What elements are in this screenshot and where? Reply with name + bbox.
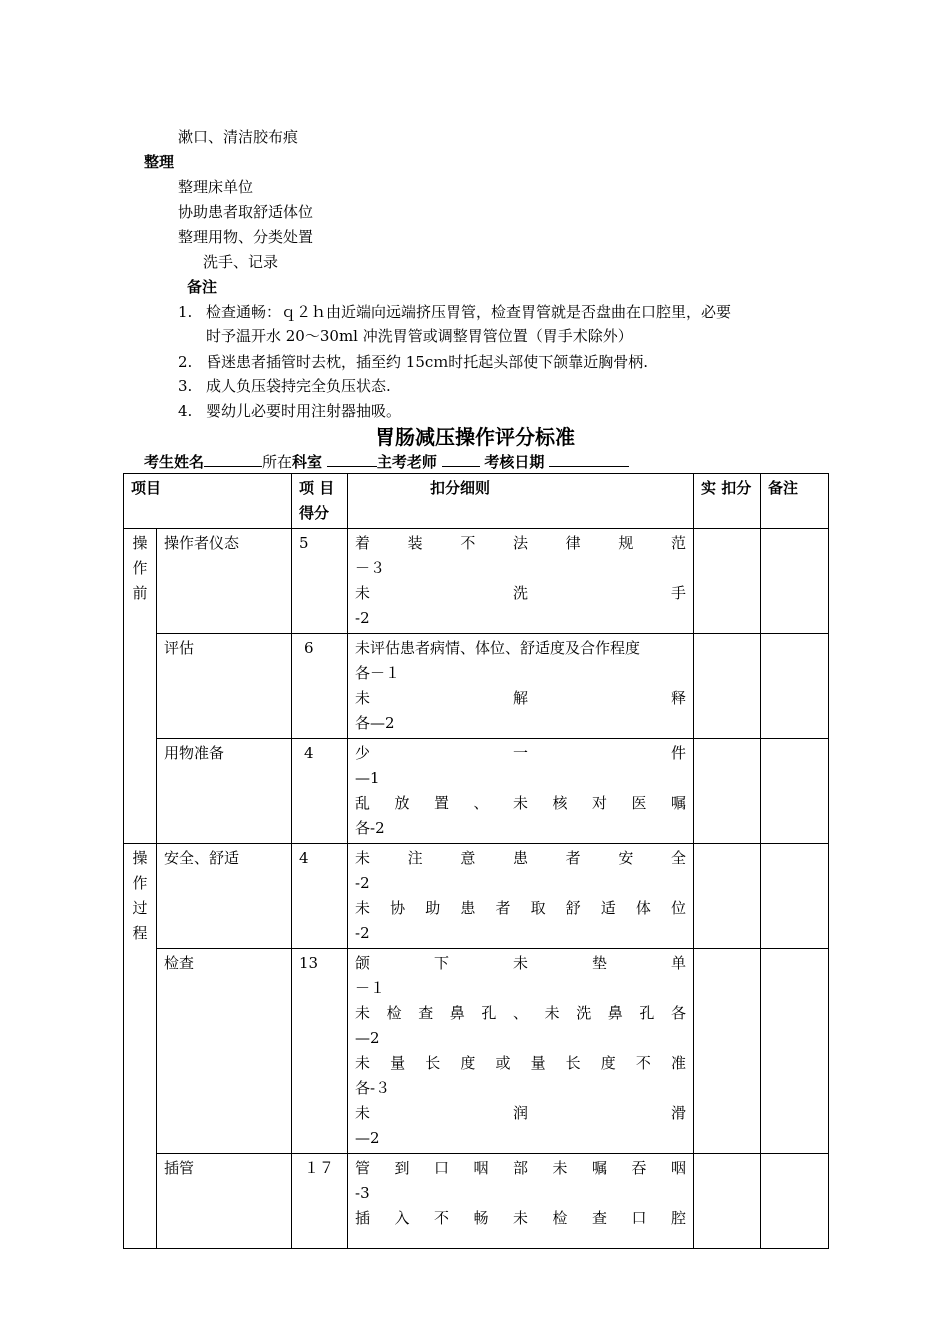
header-detail: 扣分细则	[348, 474, 694, 529]
remark-cell[interactable]	[761, 634, 829, 739]
note-text: 昏迷患者插管时去枕，插至约 15cｍ时托起头部使下颌靠近胸骨柄.	[206, 353, 649, 371]
header-deduct: 实 扣分	[694, 474, 761, 529]
note-text: 婴幼儿必要时用注射器抽吸。	[206, 402, 402, 420]
detail-cell: 着装不法律规范 －３ 未洗手 -2	[348, 529, 694, 634]
phase-cell-process: 操 作 过 程	[124, 844, 157, 1249]
remark-cell[interactable]	[761, 529, 829, 634]
rinse-line: 漱口、清洁胶布痕	[178, 128, 299, 146]
student-name-field[interactable]	[204, 451, 262, 467]
note-number: 3.	[178, 377, 193, 395]
header-score: 项 目得分	[292, 474, 348, 529]
score-cell: 4	[292, 739, 348, 844]
item-cell: 评估	[157, 634, 292, 739]
item-cell: 检查	[157, 949, 292, 1154]
note-text: 检查通畅：ｑ２ｈ由近端向远端挤压胃管，检查胃管就是否盘曲在口腔里，必要	[206, 303, 732, 321]
deduct-cell[interactable]	[694, 1154, 761, 1249]
date-field[interactable]	[549, 451, 629, 467]
notes-heading: 备注	[187, 278, 218, 296]
item-cell: 操作者仪态	[157, 529, 292, 634]
detail-cell: 未评估患者病情、体位、舒适度及合作程度 各－１ 未解释 各—2	[348, 634, 694, 739]
score-cell: 6	[292, 634, 348, 739]
dept-field[interactable]	[327, 451, 377, 467]
table-row	[124, 634, 829, 739]
table-row	[124, 949, 829, 1154]
table-row	[124, 844, 829, 949]
header-row	[124, 474, 829, 529]
teacher-label: 主考老师	[376, 453, 437, 471]
deduct-cell[interactable]	[694, 739, 761, 844]
phase-cell-pre: 操 作 前	[124, 529, 157, 844]
deduct-cell[interactable]	[694, 949, 761, 1154]
table-row	[124, 739, 829, 844]
exam-info-line	[144, 451, 629, 472]
item-cell: 用物准备	[157, 739, 292, 844]
score-cell: １７	[292, 1154, 348, 1249]
detail-cell: 未注意患者安全 -2 未协助患者取舒适体位 -2	[348, 844, 694, 949]
form-title: 胃肠减压操作评分标准	[375, 425, 575, 449]
remark-cell[interactable]	[761, 1154, 829, 1249]
tidy-item: 整理床单位	[178, 178, 254, 196]
score-cell: 13	[292, 949, 348, 1154]
item-cell: 插管	[157, 1154, 292, 1249]
tidy-item: 协助患者取舒适体位	[178, 203, 314, 221]
header-remark: 备注	[761, 474, 829, 529]
table-row	[124, 1154, 829, 1249]
scoring-table	[123, 473, 829, 1249]
teacher-field[interactable]	[442, 451, 480, 467]
remark-cell[interactable]	[761, 739, 829, 844]
detail-cell: 少一件 —1 乱放置、未核对医嘱 各-2	[348, 739, 694, 844]
note-text: 成人负压袋持完全负压状态.	[206, 377, 391, 395]
tidy-item: 整理用物、分类处置	[178, 228, 314, 246]
remark-cell[interactable]	[761, 949, 829, 1154]
detail-cell: 管到口咽部未嘱吞咽 -3 插入不畅未检查口腔	[348, 1154, 694, 1249]
dept-prefix: 所在	[262, 453, 293, 471]
deduct-cell[interactable]	[694, 529, 761, 634]
note-number: 1.	[178, 303, 193, 321]
note-number: 4.	[178, 402, 193, 420]
score-cell: 4	[292, 844, 348, 949]
dept-label: 科室	[292, 453, 323, 471]
deduct-cell[interactable]	[694, 844, 761, 949]
note-text: 时予温开水 20～30ml 冲洗胃管或调整胃管位置（胃手术除外）	[206, 327, 633, 345]
wash-line: 洗手、记录	[203, 253, 279, 271]
header-item: 项目	[124, 474, 292, 529]
detail-cell: 颌下未垫单 －１ 未检查鼻孔、未洗鼻孔各 —2 未量长度或量长度不准 各-３ 未润滑 —2	[348, 949, 694, 1154]
deduct-cell[interactable]	[694, 634, 761, 739]
table-row	[124, 529, 829, 634]
score-cell: 5	[292, 529, 348, 634]
tidy-heading: 整理	[144, 153, 175, 171]
item-cell: 安全、舒适	[157, 844, 292, 949]
note-number: 2.	[178, 353, 193, 371]
date-label: 考核日期	[484, 453, 545, 471]
remark-cell[interactable]	[761, 844, 829, 949]
student-name-label: 考生姓名	[144, 453, 205, 471]
